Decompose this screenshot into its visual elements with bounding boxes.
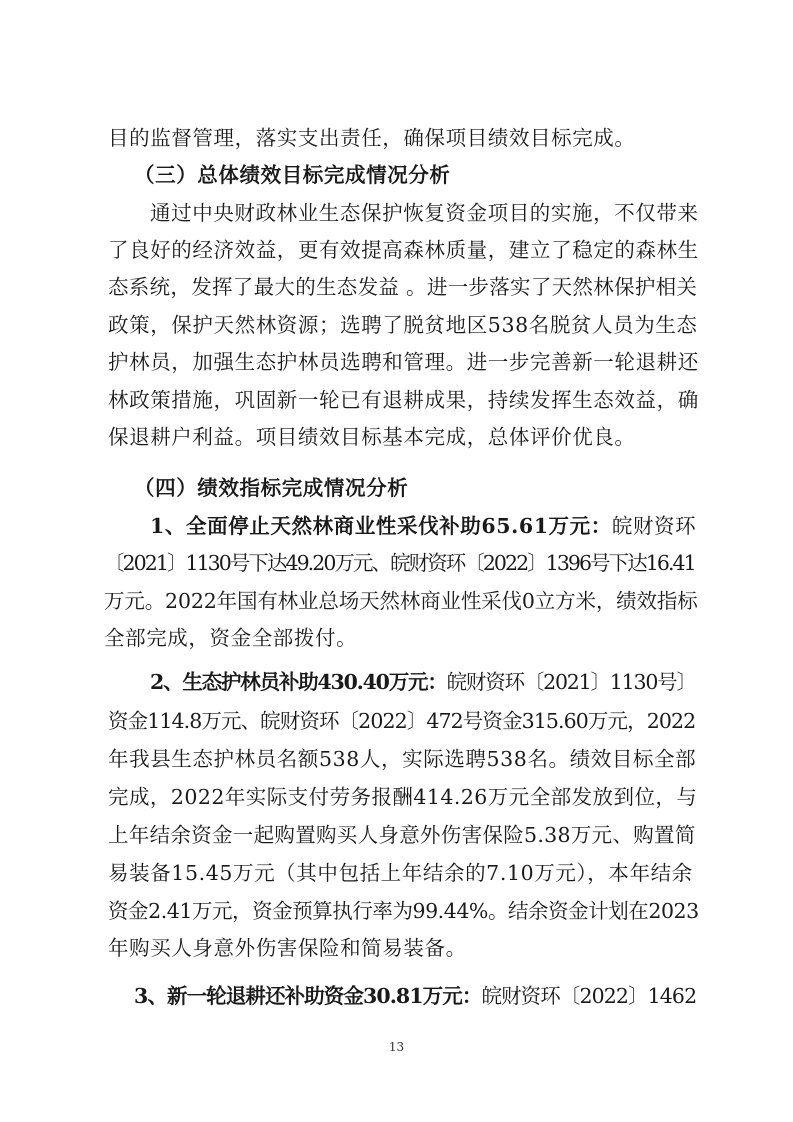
line-text: 护林员，加强生态护林员选聘和管理。进一步完善新一轮退耕还 [108,350,699,374]
text-line [0,510,793,542]
line-text: 政策，保护天然林资源；选聘了脱贫地区538名脱贫人员为生态 [108,313,698,337]
text-line [0,781,793,813]
text-line [0,384,793,416]
line-text: 全部完成，资金全部拨付。 [104,626,358,650]
heading-text: （四）绩效指标完成情况分析 [134,476,409,500]
text-line [0,932,793,964]
line-text: 年我县生态护林员名额538人，实际选聘538名。绩效目标全部 [108,747,697,771]
line-text: 皖财资环〔2021〕1130号〕 [446,670,696,694]
text-line [0,666,793,698]
text-line [0,197,793,229]
text-line [0,622,793,654]
page-number: 13 [388,1040,405,1054]
line-text: 年购买人身意外伤害保险和简易装备。 [108,936,467,960]
line-text: 皖财资环〔2022〕1462 [481,984,697,1008]
section-heading [0,159,793,191]
text-line [0,743,793,775]
text-line [0,421,793,453]
line-text: 资金114.8万元、皖财资环〔2022〕472号资金315.60万元，2022 [108,709,696,733]
text-line [0,122,793,154]
section-heading [0,472,793,504]
line-text: 皖财资环 [611,514,697,538]
text-line [0,705,793,737]
text-line [0,895,793,927]
text-line [0,980,793,1012]
text-line [0,346,793,378]
text-line [0,309,793,341]
line-text: 了良好的经济效益，更有效提高森林质量，建立了稳定的森林生 [108,238,699,262]
text-line [0,857,793,889]
heading-text: （三）总体绩效目标完成情况分析 [134,163,451,187]
line-text: 上年结余资金一起购置购买人身意外伤害保险5.38万元、购置简 [108,823,696,847]
line-text: 态系统，发挥了最大的生态发益 。进一步落实了天然林保护相关 [108,275,698,299]
text-line [0,585,793,617]
text-line [0,271,793,303]
line-text: 保退耕户利益。项目绩效目标基本完成，总体评价优良。 [108,425,636,449]
text-line [0,819,793,851]
line-text: 目的监督管理，落实支出责任，确保项目绩效目标完成。 [108,126,636,150]
text-line [0,234,793,266]
line-text: 易装备15.45万元（其中包括上年结余的7.10万元），本年结余 [108,861,693,885]
item-heading: 1、全面停止天然林商业性采伐补助65.61万元： [150,514,612,538]
item-heading: 3、新一轮退耕还补助资金30.81万元： [134,984,482,1008]
line-text: 资金2.41万元，资金预算执行率为99.44%。结余资金计划在2023 [108,899,699,923]
line-text: 〔2021〕1130号下达49.20万元、皖财资环〔2022〕1396号下达16.41 [104,551,695,575]
item-heading: 2、生态护林员补助430.40万元： [150,670,447,694]
line-text: 万元。2022年国有林业总场天然林商业性采伐0立方米，绩效指标 [104,589,698,613]
line-text: 通过中央财政林业生态保护恢复资金项目的实施，不仅带来 [150,201,699,225]
line-text: 林政策措施，巩固新一轮已有退耕成果，持续发挥生态效益，确 [108,388,699,412]
line-text: 完成，2022年实际支付劳务报酬414.26万元全部发放到位，与 [108,785,698,809]
text-line [0,547,793,579]
